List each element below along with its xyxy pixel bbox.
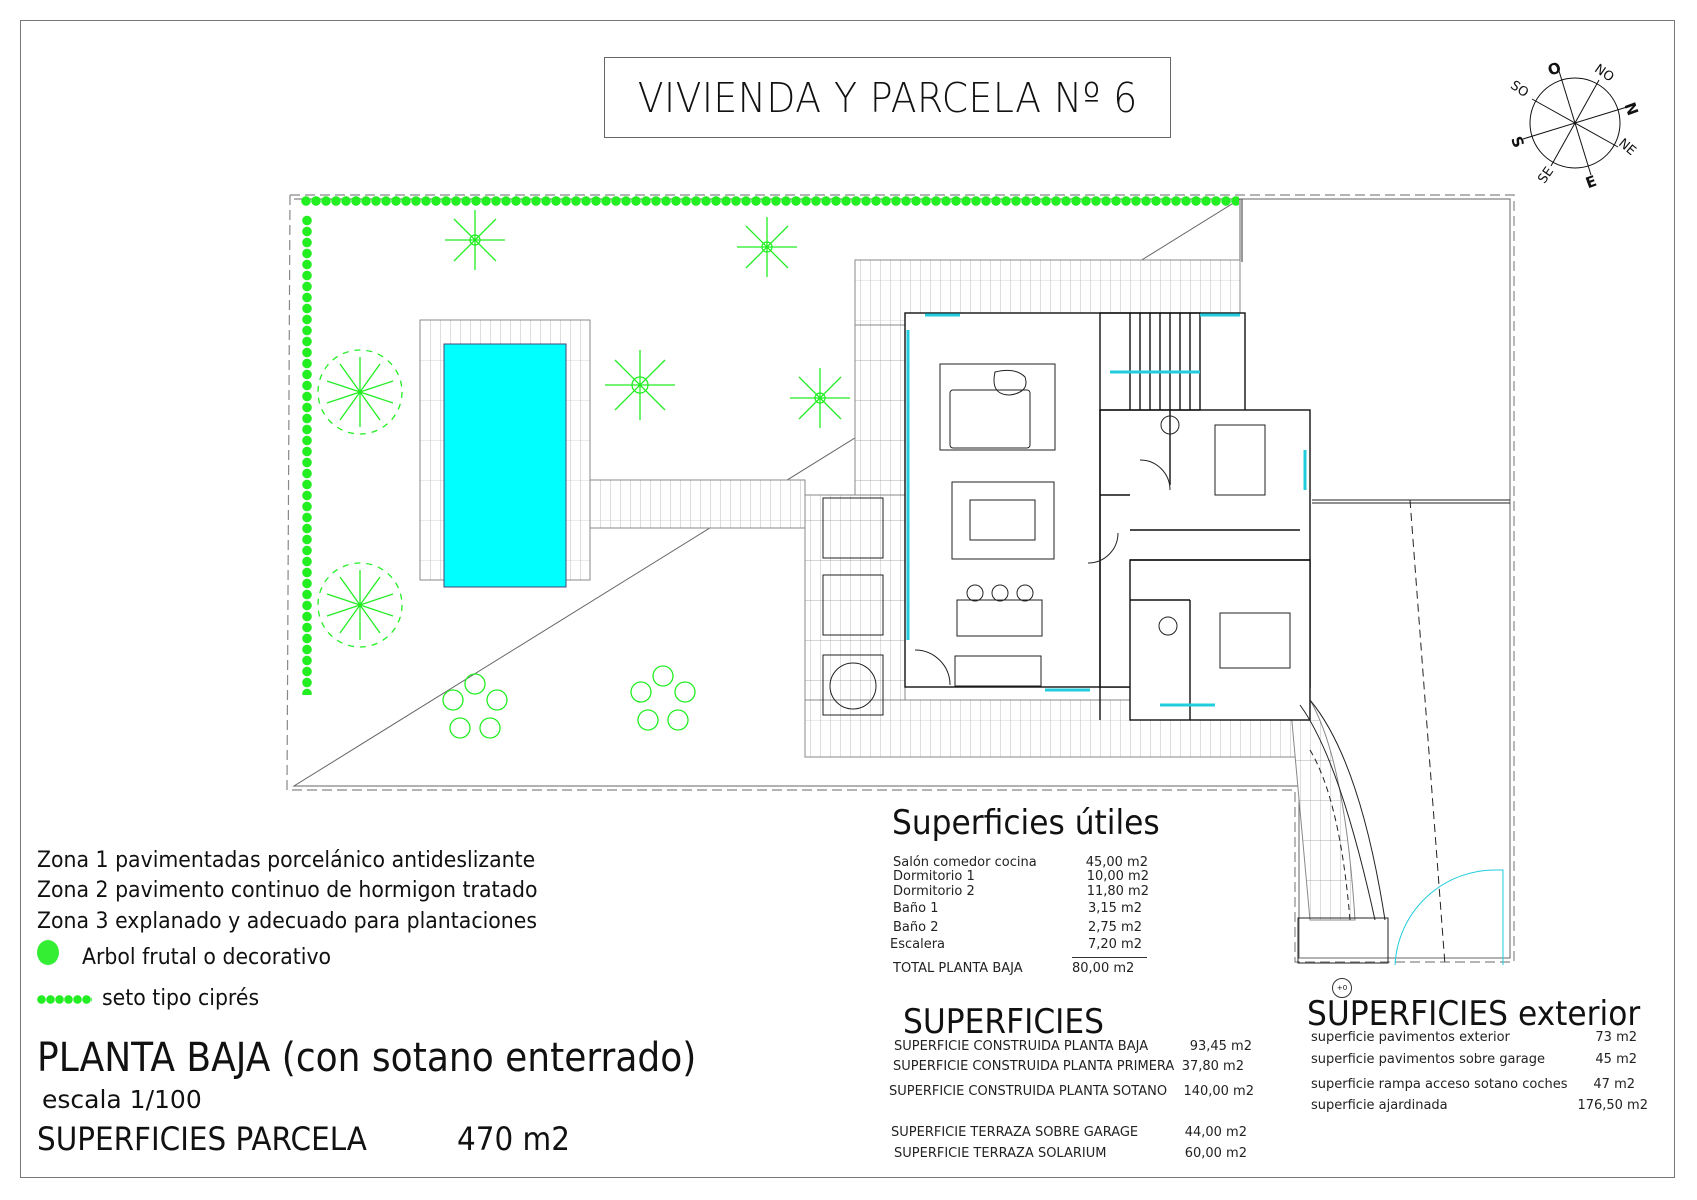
legend-zone-3: Zona 3 explanado y adecuado para plantaciones — [37, 909, 537, 934]
hedge-legend-icon — [37, 995, 92, 1004]
superficies-row-label: SUPERFICIE CONSTRUIDA PLANTA PRIMERA — [893, 1059, 1175, 1074]
exterior-row-label: superficie ajardinada — [1311, 1098, 1448, 1113]
superficies-row-value: 44,00 m2 — [1184, 1125, 1247, 1140]
superficies-exterior-title: SUPERFICIES exterior — [1307, 994, 1641, 1034]
parcel-value: 470 m2 — [457, 1120, 570, 1158]
utiles-row-value: 3,15 m2 — [1087, 901, 1142, 916]
utiles-row-label: Escalera — [890, 937, 946, 952]
legend-tree-label: Arbol frutal o decorativo — [82, 945, 332, 970]
compass-label-o: O — [1545, 58, 1564, 80]
utiles-row-value: 10,00 m2 — [1086, 869, 1149, 884]
compass-label-s: S — [1507, 133, 1528, 151]
superficies-row-label: SUPERFICIE TERRAZA SOBRE GARAGE — [891, 1125, 1139, 1140]
utiles-total-label: TOTAL PLANTA BAJA — [893, 961, 1023, 976]
compass-label-ne: NE — [1615, 135, 1639, 160]
legend-zone-1: Zona 1 pavimentadas porcelánico antideslizante — [37, 848, 536, 873]
compass-label-n: N — [1620, 100, 1642, 118]
cypress-hedge-left — [302, 215, 312, 695]
level-marker: +0 — [1332, 978, 1352, 998]
superficies-row-label: SUPERFICIE TERRAZA SOLARIUM — [894, 1146, 1107, 1161]
compass-label-se: SE — [1535, 164, 1558, 187]
parcel-label: SUPERFICIES PARCELA — [37, 1120, 367, 1158]
superficies-row-value: 140,00 m2 — [1183, 1084, 1254, 1099]
utiles-row-label: Baño 1 — [893, 901, 939, 916]
superficies-row-value: 60,00 m2 — [1184, 1146, 1247, 1161]
compass-label-e: E — [1583, 171, 1600, 193]
superficies-title: SUPERFICIES — [903, 1002, 1105, 1042]
exterior-row-label: superficie pavimentos sobre garage — [1311, 1052, 1546, 1067]
utiles-row-label: Salón comedor cocina — [893, 855, 1037, 870]
utiles-row-value: 2,75 m2 — [1087, 920, 1142, 935]
legend-zone-2: Zona 2 pavimento continuo de hormigon tratado — [37, 878, 538, 903]
utiles-row-value: 11,80 m2 — [1086, 884, 1149, 899]
utiles-row-value: 45,00 m2 — [1085, 855, 1148, 870]
cypress-hedge-top — [301, 196, 1239, 206]
page-title: VIVIENDA Y PARCELA Nº 6 — [637, 73, 1138, 122]
utiles-row-label: Dormitorio 2 — [893, 884, 975, 899]
superficies-utiles-title: Superficies útiles — [892, 803, 1160, 843]
legend-hedge-label: seto tipo ciprés — [102, 986, 260, 1011]
house-walls — [905, 313, 1310, 720]
compass-label-no: NO — [1591, 61, 1617, 86]
superficies-row-label: SUPERFICIE CONSTRUIDA PLANTA BAJA — [894, 1039, 1149, 1054]
exterior-row-label: superficie pavimentos exterior — [1311, 1030, 1510, 1045]
tree-legend-icon — [37, 940, 59, 965]
swimming-pool — [444, 344, 566, 587]
superficies-row-label: SUPERFICIE CONSTRUIDA PLANTA SOTANO — [889, 1084, 1168, 1099]
superficies-row-value: 93,45 m2 — [1189, 1039, 1252, 1054]
utiles-row-value: 7,20 m2 — [1087, 937, 1142, 952]
exterior-row-value: 45 m2 — [1595, 1052, 1637, 1067]
exterior-row-value: 73 m2 — [1595, 1030, 1637, 1045]
exterior-row-value: 47 m2 — [1593, 1077, 1635, 1092]
utiles-total-value: 80,00 m2 — [1072, 961, 1135, 976]
plan-scale: escala 1/100 — [42, 1085, 202, 1114]
total-divider — [1072, 957, 1147, 958]
utiles-row-label: Baño 2 — [893, 920, 939, 935]
compass-label-so: SO — [1507, 78, 1532, 101]
compass-rose — [1523, 71, 1627, 175]
exterior-row-label: superficie rampa acceso sotano coches — [1311, 1077, 1568, 1092]
superficies-row-value: 37,80 m2 — [1181, 1059, 1244, 1074]
plan-name: PLANTA BAJA (con sotano enterrado) — [37, 1035, 697, 1081]
utiles-row-label: Dormitorio 1 — [893, 869, 975, 884]
exterior-row-value: 176,50 m2 — [1577, 1098, 1648, 1113]
